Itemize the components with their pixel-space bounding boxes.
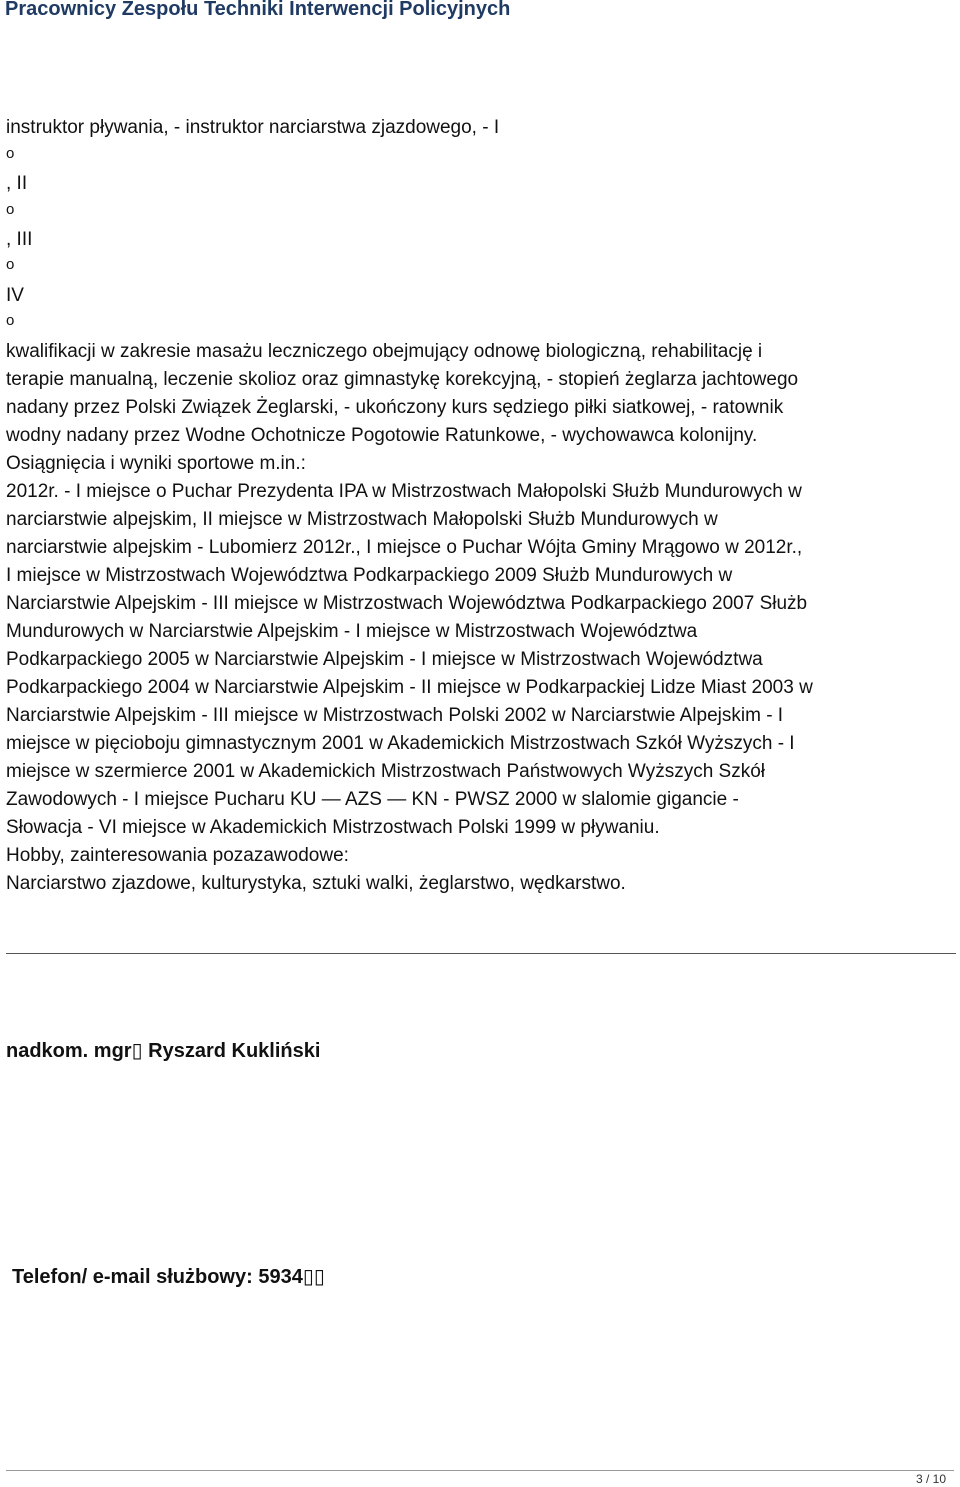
text-line: nadany przez Polski Związek Żeglarski, - ukończony kurs sędziego piłki siatkowej, - ratownik bbox=[6, 397, 784, 418]
qualification-line-1: instruktor pływania, - instruktor narciarstwa zjazdowego, - I bbox=[6, 117, 500, 138]
text-line: 2012r. - I miejsce o Puchar Prezydenta IPA w Mistrzostwach Małopolski Służb Mundurowych w bbox=[6, 481, 802, 502]
list-marker: o bbox=[6, 256, 15, 273]
footer-divider bbox=[6, 1470, 954, 1471]
text-line: wodny nadany przez Wodne Ochotnicze Pogotowie Ratunkowe, - wychowawca kolonijny. bbox=[6, 425, 758, 446]
text-line: Narciarstwie Alpejskim - III miejsce w Mistrzostwach Województwa Podkarpackiego 2007 Służb bbox=[6, 593, 808, 614]
text-line: Narciarstwie Alpejskim - III miejsce w Mistrzostwach Polski 2002 w Narciarstwie Alpejskim - I bbox=[6, 705, 784, 726]
list-marker: o bbox=[6, 201, 15, 218]
page-header-title: Pracownicy Zespołu Techniki Interwencji Policyjnych bbox=[5, 0, 511, 20]
text-line: Słowacja - VI miejsce w Akademickich Mistrzostwach Polski 1999 w pływaniu. bbox=[6, 817, 660, 838]
text-line: terapie manualną, leczenie skolioz oraz gimnastykę korekcyjną, - stopień żeglarza jachtowego bbox=[6, 369, 799, 390]
text-line: Podkarpackiego 2004 w Narciarstwie Alpejskim - II miejsce w Podkarpackiej Lidze Miast 2003 w bbox=[6, 677, 813, 698]
text-line: Zawodowych - I miejsce Pucharu KU — AZS — KN - PWSZ 2000 w slalomie gigancie - bbox=[6, 789, 739, 810]
qualification-line-4: IV bbox=[6, 285, 24, 306]
page-number: 3 / 10 bbox=[915, 1472, 946, 1486]
contact-info: Telefon/ e-mail służbowy: 5934▯▯ bbox=[12, 1266, 325, 1288]
achievements-heading: Osiągnięcia i wyniki sportowe m.in.: bbox=[6, 453, 306, 474]
text-line: I miejsce w Mistrzostwach Województwa Podkarpackiego 2009 Służb Mundurowych w bbox=[6, 565, 733, 586]
hobby-heading: Hobby, zainteresowania pozazawodowe: bbox=[6, 845, 349, 866]
list-marker: o bbox=[6, 145, 15, 162]
text-line: kwalifikacji w zakresie masażu leczniczego obejmujący odnowę biologiczną, rehabilitację i bbox=[6, 341, 763, 362]
qualification-line-2: , II bbox=[6, 173, 28, 194]
person-name: nadkom. mgr▯ Ryszard Kukliński bbox=[6, 1040, 321, 1062]
text-line: miejsce w szermierce 2001 w Akademickich Mistrzostwach Państwowych Wyższych Szkół bbox=[6, 761, 765, 782]
text-line: Podkarpackiego 2005 w Narciarstwie Alpejskim - I miejsce w Mistrzostwach Województwa bbox=[6, 649, 763, 670]
text-line: miejsce w pięcioboju gimnastycznym 2001 w Akademickich Mistrzostwach Szkół Wyższych - I bbox=[6, 733, 795, 754]
qualification-line-3: , III bbox=[6, 229, 33, 250]
text-line: Mundurowych w Narciarstwie Alpejskim - I miejsce w Mistrzostwach Województwa bbox=[6, 621, 698, 642]
text-line: narciarstwie alpejskim, II miejsce w Mistrzostwach Małopolski Służb Mundurowych w bbox=[6, 509, 718, 530]
section-divider bbox=[6, 953, 956, 954]
list-marker: o bbox=[6, 312, 15, 329]
hobby-text: Narciarstwo zjazdowe, kulturystyka, sztuki walki, żeglarstwo, wędkarstwo. bbox=[6, 873, 626, 894]
text-line: narciarstwie alpejskim - Lubomierz 2012r., I miejsce o Puchar Wójta Gminy Mrągowo w 2012r., bbox=[6, 537, 803, 558]
